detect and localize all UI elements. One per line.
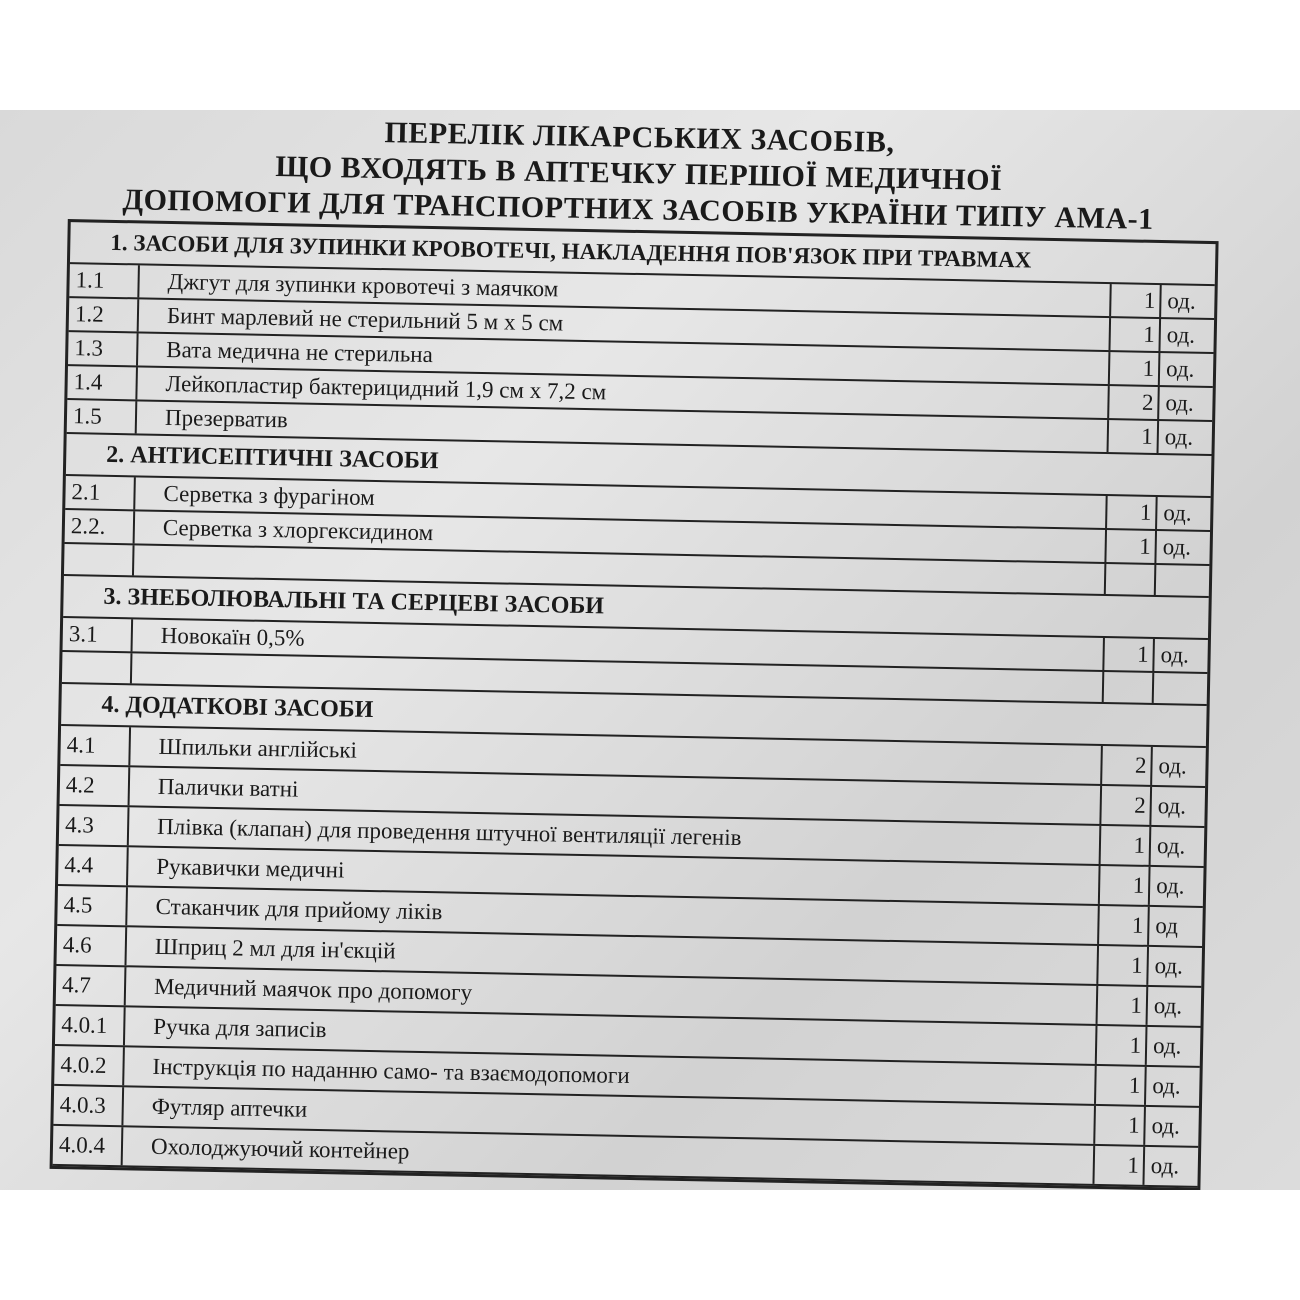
- item-quantity: 1: [1107, 420, 1158, 453]
- paper-sheet: [39, 110, 1220, 1190]
- item-name: Інструкція по наданню само- та взаємодопомоги: [152, 1053, 630, 1088]
- item-number: 2.1: [65, 476, 136, 509]
- item-number: 1.2: [69, 298, 140, 331]
- item-name: Серветка з фурагіном: [163, 480, 375, 510]
- item-unit: од.: [1150, 747, 1206, 786]
- item-quantity: 1: [1099, 826, 1150, 865]
- title-line-2: ЩО ВХОДЯТЬ В АПТЕЧКУ ПЕРШОЇ МЕДИЧНОЇ: [275, 150, 1003, 197]
- item-name: Презерватив: [164, 404, 289, 433]
- item-quantity: 1: [1095, 1026, 1146, 1065]
- item-quantity: 1: [1097, 906, 1148, 945]
- item-number: 4.2: [60, 766, 131, 805]
- item-unit: од.: [1158, 353, 1214, 386]
- item-quantity: 1: [1108, 352, 1159, 385]
- item-name: Охолоджуючий контейнер: [150, 1133, 410, 1164]
- document-title: [58, 110, 1220, 239]
- item-number: 4.6: [56, 926, 127, 965]
- item-name: Палички ватні: [157, 773, 299, 802]
- item-number: 3.1: [63, 618, 134, 651]
- item-number: 4.3: [59, 806, 130, 845]
- items-table: [50, 219, 1219, 1190]
- item-name: Бинт марлевий не стерильний 5 м х 5 см: [166, 302, 564, 336]
- empty-cell: [1154, 565, 1210, 596]
- section-heading: 4. ДОДАТКОВІ ЗАСОБИ: [61, 684, 1207, 748]
- item-unit: од.: [1155, 497, 1211, 530]
- item-number: 2.2.: [65, 510, 136, 543]
- item-name: Ручка для записів: [153, 1013, 327, 1043]
- item-number: 1.4: [67, 366, 138, 399]
- item-number: 4.0.1: [55, 1006, 126, 1045]
- item-name: Новокаїн 0,5%: [160, 622, 305, 651]
- empty-cell: [1102, 672, 1153, 703]
- title-line-1: ПЕРЕЛІК ЛІКАРСЬКИХ ЗАСОБІВ,: [384, 116, 895, 159]
- item-number: 4.0.4: [53, 1126, 124, 1165]
- item-unit: од.: [1149, 787, 1205, 826]
- document-photo: [0, 110, 1300, 1190]
- item-unit: од.: [1157, 421, 1213, 454]
- item-number: 4.7: [56, 966, 127, 1005]
- item-quantity: 1: [1102, 638, 1153, 671]
- item-quantity: 1: [1108, 318, 1159, 351]
- title-line-3: ДОПОМОГИ ДЛЯ ТРАНСПОРТНИХ ЗАСОБІВ УКРАЇНИ ТИПУ АМА-1: [122, 183, 1154, 236]
- item-name: Медичний маячок про допомогу: [153, 973, 473, 1005]
- item-quantity: 2: [1100, 746, 1151, 785]
- item-quantity: 1: [1098, 866, 1149, 905]
- item-unit: од.: [1154, 531, 1210, 564]
- item-number: 4.0.2: [54, 1046, 125, 1085]
- item-quantity: 1: [1096, 946, 1147, 985]
- section-heading: 3. ЗНЕБОЛЮВАЛЬНІ ТА СЕРЦЕВІ ЗАСОБИ: [63, 576, 1209, 640]
- item-unit: од.: [1146, 947, 1202, 986]
- item-name: Серветка з хлоргексидином: [162, 514, 434, 546]
- item-unit: од.: [1148, 867, 1204, 906]
- item-name: Рукавички медичні: [156, 853, 345, 883]
- item-quantity: 2: [1107, 386, 1158, 419]
- item-quantity: 1: [1109, 284, 1160, 317]
- item-number: 4.0.3: [53, 1086, 124, 1125]
- item-number: 1.1: [69, 264, 140, 297]
- item-name: Вата медична не стерильна: [166, 336, 434, 368]
- item-unit: од.: [1152, 639, 1208, 672]
- item-name: Шприц 2 мл для ін'єкцій: [154, 933, 396, 964]
- item-quantity: 2: [1099, 786, 1150, 825]
- item-name: Футляр аптечки: [151, 1093, 308, 1122]
- empty-cell: [62, 652, 133, 683]
- item-number: 1.5: [67, 400, 138, 433]
- empty-cell: [1104, 564, 1155, 595]
- item-number: 4.4: [58, 846, 129, 885]
- item-name: Плівка (клапан) для проведення штучної вентиляції легенів: [156, 813, 742, 851]
- item-name: Шпильки англійські: [158, 733, 358, 763]
- item-quantity: 1: [1094, 1066, 1145, 1105]
- item-number: 4.1: [60, 726, 131, 765]
- section-heading: 2. АНТИСЕПТИЧНІ ЗАСОБИ: [66, 434, 1212, 498]
- empty-cell: [64, 544, 135, 575]
- item-number: 1.3: [68, 332, 139, 365]
- section-heading: 1. ЗАСОБИ ДЛЯ ЗУПИНКИ КРОВОТЕЧІ, НАКЛАДЕННЯ ПОВ'ЯЗОК ПРИ ТРАВМАХ: [70, 222, 1216, 286]
- item-unit: од.: [1159, 285, 1215, 318]
- item-unit: од.: [1145, 1027, 1201, 1066]
- item-unit: од.: [1142, 1147, 1198, 1186]
- item-unit: од.: [1157, 387, 1213, 420]
- item-quantity: 1: [1096, 986, 1147, 1025]
- item-name: Лейкопластир бактерицидний 1,9 см х 7,2 см: [165, 370, 607, 405]
- item-unit: од.: [1149, 827, 1205, 866]
- item-unit: од.: [1146, 987, 1202, 1026]
- item-name: Джгут для зупинки кровотечі з маячком: [167, 268, 559, 302]
- item-quantity: 1: [1092, 1146, 1143, 1185]
- item-unit: од: [1147, 907, 1203, 946]
- item-unit: од.: [1144, 1067, 1200, 1106]
- item-quantity: 1: [1093, 1106, 1144, 1145]
- item-name: Стаканчик для прийому ліків: [155, 893, 443, 925]
- item-unit: од.: [1143, 1107, 1199, 1146]
- item-quantity: 1: [1105, 496, 1156, 529]
- item-unit: од.: [1158, 319, 1214, 352]
- item-quantity: 1: [1104, 530, 1155, 563]
- empty-cell: [1152, 673, 1208, 704]
- item-number: 4.5: [57, 886, 128, 925]
